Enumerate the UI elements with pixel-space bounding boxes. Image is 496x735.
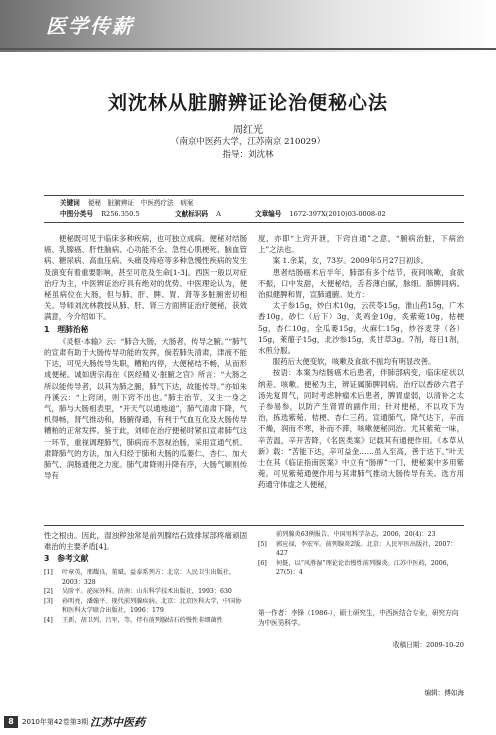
case1-line bbox=[258, 255, 464, 266]
reference-item bbox=[44, 597, 247, 616]
keywords-label: 关键词 bbox=[60, 199, 80, 207]
intro-paragraph: 便秘既可见于临床多种疾病，也可独立成病。便秘对结肠癌、乳腺癌、肝性脑病、心功能不全、急性心肌梗死、脑血管病、糖尿病、高血压病、头痛及痔疮等多种急慢性疾病的发生及演变有着重要影响，甚至可危及生命[1-3]。西医一般以对症治疗为主，中医辨证治疗具有绝对的优势。中医理论认为，便秘虽病位在大肠，但与肺、肝、脾、胃、肾等多脏腑密切相关。导师刘沈林教授从肺、肝、肾三方面辨证治疗便秘，获效满意，今介绍如下。 bbox=[44, 234, 247, 322]
reference-number: [3] bbox=[44, 597, 53, 605]
article-title: 刘沈林从脏腑辨证论治便秘心法 bbox=[107, 92, 388, 114]
meta-top-rule bbox=[44, 195, 464, 196]
received-date: 收稿日期：2009-10-20 bbox=[393, 641, 464, 649]
editor-note: 编辑：傅如海 bbox=[424, 689, 464, 697]
reference-text: 郭应禄，李宏军。前列腺炎2版。北京：人民军医出版社，2007：427 bbox=[276, 540, 457, 558]
clc-label: 中图分类号 bbox=[60, 210, 93, 218]
doc-code-label: 文献标识码 bbox=[175, 210, 208, 218]
meta-bottom-rule bbox=[44, 222, 464, 223]
left-bottom-text bbox=[44, 530, 247, 566]
reference-item bbox=[258, 540, 464, 559]
reference-text: 叶章英，邢耀良，董斌。益泰系列方：北京：人民卫生出版社，2003：328 bbox=[62, 569, 236, 586]
reference-number: [4] bbox=[44, 616, 53, 624]
reference-list-continued bbox=[258, 530, 464, 578]
case1-comment: 按语：本案为结肠癌术后患者，伴肺部病变，临床症状以纳差、咳嗽、便秘为主，辨证属肺脾同病。治疗以香砂六君子汤先复胃气，同时考虑肿瘤术后患者，脾胃虚弱，以清补之太子参易参，以防产生肾胃的副作用；针对便秘，不以攻下为治，拣选紫菀、桔梗、杏仁三药，宣通肺气，降气达下，辛而不燥，润而不寒，补而不滞，咳嗽便秘同治。尤其紫菀一味，辛苦温，辛开苦降，《名医类案》记载其有通便作用。《本草从新》载：“苦能下达，辛可益金……虽入至高，善于达下。”叶天士在其《临证指南医案》中立有“肠痹”一门，便秘案中多用紫菀。可见紫菀通便作用与其肃肺气推动大肠传导有关。选方用药通守体虚之人便秘， bbox=[258, 368, 464, 490]
section-heading-1: 1 理肺治秘 bbox=[44, 324, 89, 334]
case1-heading: 案 1. bbox=[272, 256, 290, 266]
case1-intro: 余某，女，73岁。2009年5月27日初诊。 bbox=[289, 256, 428, 266]
article-no-value: 1672-397X(2010)03-0008-02 bbox=[289, 210, 386, 218]
previous-article-continuation: 性之根由。因此，湿浊秽浊常是前列腺结石致排尿部疼痛顽固难治的主要矛盾[4]。 bbox=[44, 531, 247, 552]
reference-text: 何挺，以“风胜湿”理论论治慢性前列腺炎。江苏中医药，2006，27(5)：4 bbox=[276, 559, 453, 577]
article-no-label: 文章编号 bbox=[255, 210, 282, 218]
reference-text: 王新，胡卫列，吕军，等。伴有前列腺结石的慢性非细菌性 bbox=[62, 616, 223, 624]
article-advisor: 指导：刘沈林 bbox=[222, 150, 274, 160]
case1-body: 患者结肠癌术后半年，肺部有多个结节，夜间咳嗽，食欲不振，口中发甜，大便秘结，舌苔薄白腻，脉细。肺脾同病。治拟健脾和胃，宣肺通腑。处方： bbox=[258, 267, 464, 300]
reference-item bbox=[44, 568, 247, 587]
section-divider bbox=[44, 525, 464, 526]
reference-text: 吴阶平。泌尿外科。济南：山东科学技术出版社，1993：630 bbox=[62, 588, 232, 596]
journal-issue: 2010年第42卷第3期 bbox=[22, 718, 89, 726]
reference-text: 孙明亮，潘翰平。现代前列腺疾病。北京：北京医科大学，中国协和医科大学联合出版社，1996：179 bbox=[62, 597, 242, 615]
reference-item bbox=[258, 559, 464, 578]
reference-text: 前列腺炎63例报告。中国男科学杂志，2006，20(4)：23 bbox=[276, 531, 436, 538]
left-column bbox=[44, 233, 247, 520]
right-cont-paragraph: 度，亦即“上窍开泄，下窍自通”之意，“腑病治脏，下病治上”之法也。 bbox=[258, 234, 464, 255]
doc-code-value: A bbox=[216, 210, 221, 218]
clc-line bbox=[60, 210, 140, 219]
reference-number: [2] bbox=[44, 588, 53, 596]
article-author: 周红光 bbox=[233, 125, 263, 136]
reference-item bbox=[44, 587, 247, 597]
doc-code-line bbox=[175, 210, 221, 219]
journal-name: 江苏中医药 bbox=[90, 716, 145, 729]
reference-number bbox=[258, 530, 276, 540]
header-divider bbox=[0, 48, 496, 50]
reference-number: [1] bbox=[44, 569, 53, 576]
keywords-line bbox=[60, 199, 193, 208]
reference-item bbox=[258, 530, 464, 540]
section1-paragraph: 《灵枢·本输》云：“肺合大肠，大肠者，传导之腑。”“肺气的宣肃有助于大肠传导功能的发挥，倘若肺失清肃，津液不能下达，可见大肠传导失职，糟粕内停，大便秘结不畅，从而形成便秘。诚如唐宗海在《医经精义·脏腑之官》所言：“大肠之所以能传导者，以其为肺之腑，肺气下达，故能传导。”亦如朱丹溪云：“上窍闭，则下窍不出也。”肺主治节，又主一身之气，肺与大肠相表里，“开天气以通地道”，肺气清肃下降，气机得畅，肾气推动和，肠腑得通，有利于气血互化及大肠传导糟粕的正常发挥。鉴于此，刘师在治疗便秘时紧扣宣肃肺气这一环节，重视调理肺气，肺病而不忽视治肠，采用宣通气机、肃降肺气的方法，加入归经于肺和大肠的瓜蒌仁、杏仁、加大肺气、润肠通便之力度。肺气肃降则升降有序，大肠气顺则传导有 bbox=[44, 336, 247, 481]
case1-prescription: 太子参15g，炒白术10g，云茯苓15g，淮山药15g，广木香10g，砂仁（后下）3g，炙鸡金10g，炙紫菀10g，枯梗5g，杏仁10g，全瓜蒌15g，火麻仁15g，炒谷麦芽（各）15g，莱菔子15g，北沙参15g，炙甘草3g。7剂，每日1剂，水煎分服。 bbox=[258, 301, 464, 356]
article-no-line bbox=[255, 210, 386, 219]
reference-number: [6] bbox=[258, 559, 267, 567]
page-number: 8 bbox=[4, 716, 18, 728]
references-heading: 3 参考文献 bbox=[44, 554, 89, 564]
right-column bbox=[258, 233, 464, 520]
article-affiliation: （南京中医药大学，江苏南京 210029） bbox=[170, 137, 326, 147]
clc-value: R256.350.5 bbox=[101, 210, 140, 218]
case1-followup: 服药后大便变软，咳嗽及食欲不振均有明显改善。 bbox=[272, 357, 436, 367]
section-title: 医学传薪 bbox=[46, 14, 134, 38]
keywords-value: 便秘 脏腑辨证 中医药疗法 病案 bbox=[87, 199, 194, 207]
author-note: 第一作者：李锋（1986-），硕士研究生，中西医结合专业，研究方向为中医男科学。 bbox=[258, 609, 459, 627]
reference-list bbox=[44, 568, 247, 626]
reference-number: [5] bbox=[258, 540, 267, 548]
reference-item bbox=[44, 616, 247, 626]
